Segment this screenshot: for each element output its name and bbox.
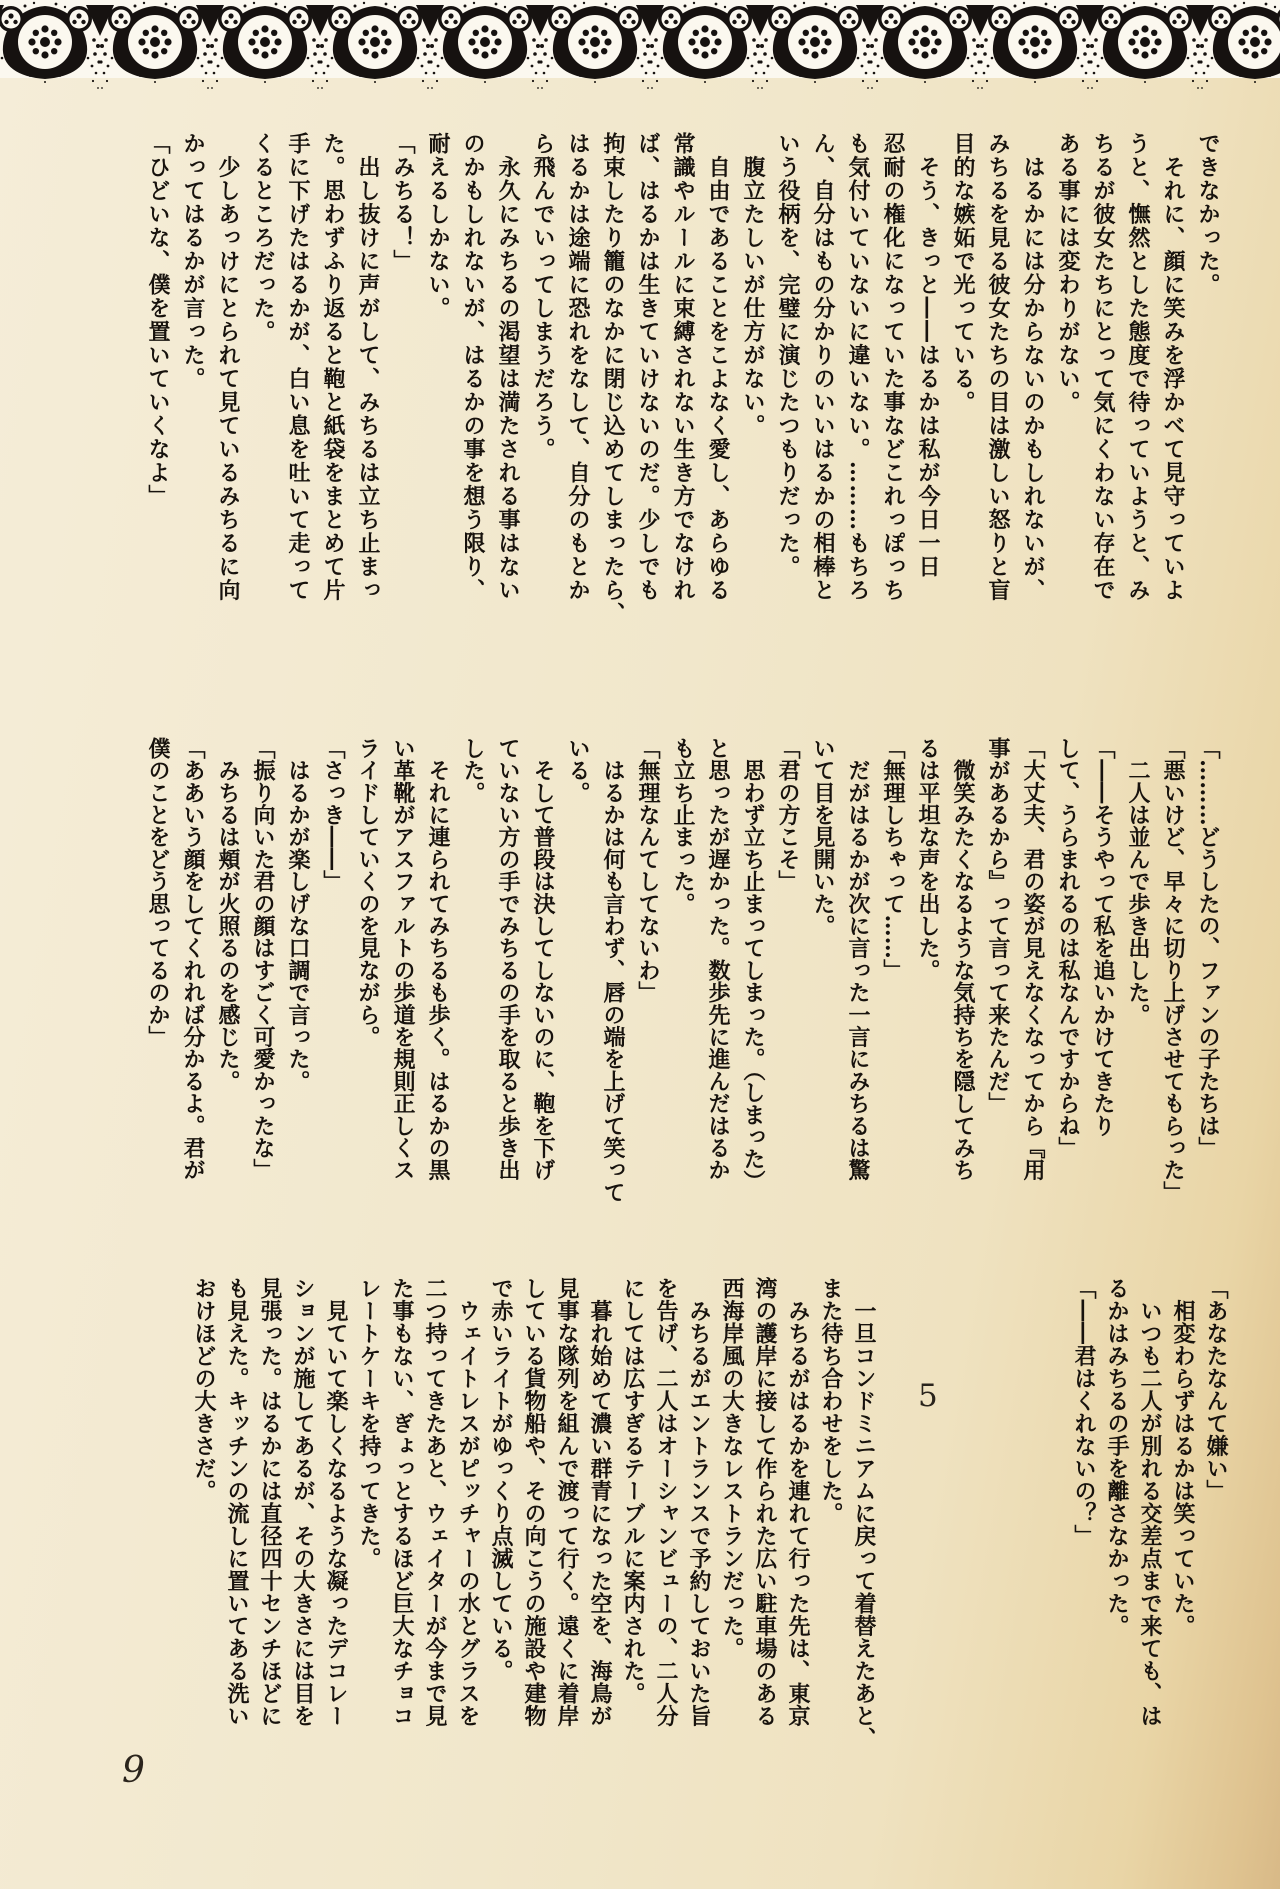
lace-border bbox=[0, 0, 1280, 96]
text-line: 見張った。はるかには直径四十センチほどに bbox=[257, 1277, 283, 1727]
text-line: ウェイトレスがピッチャーの水とグラスを bbox=[455, 1277, 481, 1727]
text-line: 「悪いけど、早々に切り上げさせてもらった」 bbox=[1160, 737, 1186, 1204]
text-line: 見事な隊列を組んで渡って行く。遠くに着岸 bbox=[554, 1277, 580, 1727]
text-line: 微笑みたくなるような気持ちを隠してみち bbox=[950, 737, 976, 1181]
text-line: いつも二人が別れる交差点まで来ても、は bbox=[1137, 1277, 1163, 1727]
text-line: 「大丈夫、君の姿が見えなくなってから『用 bbox=[1020, 737, 1046, 1181]
text-line: はるかは途端に恐れをなして、自分のもとか bbox=[565, 132, 591, 602]
text-line: 湾の護岸に接して作られた広い駐車場のある bbox=[752, 1277, 778, 1727]
text-line: を告げ、二人はオーシャンビューの、二人分 bbox=[653, 1277, 679, 1727]
text-line: も気付いていないに違いない。………もちろ bbox=[845, 132, 871, 602]
text-line: 忍耐の権化になっていた事などこれっぽっち bbox=[880, 132, 906, 602]
text-line: いる。 bbox=[565, 737, 591, 804]
text-line: ある事には変わりがない。 bbox=[1055, 132, 1081, 414]
text-line: している貨物船や、その向こうの施設や建物 bbox=[521, 1277, 547, 1727]
text-line: 常識やルールに束縛されない生き方でなけれ bbox=[670, 132, 696, 602]
text-line: い革靴がアスファルトの歩道を規則正しくス bbox=[390, 737, 416, 1181]
text-line: かってはるかが言った。 bbox=[180, 132, 206, 391]
text-block-1 bbox=[140, 132, 1225, 637]
text-line: 思わず立ち止まってしまった。（しまった） bbox=[740, 737, 766, 1193]
text-line: はるかが楽しげな口調で言った。 bbox=[285, 737, 311, 1093]
text-line: いて目を見開いた。 bbox=[810, 737, 836, 937]
text-line: そう、きっと――はるかは私が今日一日 bbox=[915, 132, 941, 579]
text-line: うと、憮然とした態度で待っていようと、み bbox=[1125, 132, 1151, 602]
text-line: 西海岸風の大きなレストランだった。 bbox=[719, 1277, 745, 1660]
text-line: 「君の方こそ」 bbox=[775, 737, 801, 893]
text-line: ションが施してあるが、その大きさには目を bbox=[290, 1277, 316, 1727]
text-line: のかもしれないが、はるかの事を想う限り、 bbox=[460, 132, 486, 602]
text-line: 自由であることをこよなく愛し、あらゆる bbox=[705, 132, 731, 602]
text-line: ん、自分はもの分かりのいいはるかの相棒と bbox=[810, 132, 836, 602]
text-line: それに連られてみちるも歩く。はるかの黒 bbox=[425, 737, 451, 1181]
text-line: 耐えるしかない。 bbox=[425, 132, 451, 320]
text-line: も見えた。キッチンの流しに置いてある洗い bbox=[224, 1277, 250, 1727]
text-line: みちるがエントランスで予約しておいた旨 bbox=[686, 1277, 712, 1727]
text-line: みちるがはるかを連れて行った先は、東京 bbox=[785, 1277, 811, 1727]
text-line: るかはみちるの手を離さなかった。 bbox=[1104, 1277, 1130, 1637]
page-number: 9 bbox=[122, 1750, 145, 1791]
text-line: ていない方の手でみちるの手を取ると歩き出 bbox=[495, 737, 521, 1181]
text-line: ら飛んでいってしまうだろう。 bbox=[530, 132, 556, 461]
text-line: して、うらまれるのは私なんですからね」 bbox=[1055, 737, 1081, 1159]
text-line: 二人は並んで歩き出した。 bbox=[1125, 737, 1151, 1026]
text-line: 相変わらずはるかは笑っていた。 bbox=[1170, 1277, 1196, 1637]
text-line: おけほどの大きさだ。 bbox=[191, 1277, 217, 1502]
text-line: 事があるから』って言って来たんだ」 bbox=[985, 737, 1011, 1115]
text-line: 暮れ始めて濃い群青になった空を、海鳥が bbox=[587, 1277, 613, 1727]
text-line: 「ひどいな、僕を置いていくなよ」 bbox=[145, 132, 171, 508]
text-line: 拘束したり籠のなかに閉じ込めてしまったら、 bbox=[600, 132, 626, 626]
text-line: 「振り向いた君の顔はすごく可愛かったな」 bbox=[250, 737, 276, 1181]
text-line: だがはるかが次に言った一言にみちるは驚 bbox=[845, 737, 871, 1181]
text-block-3-right bbox=[1067, 1277, 1232, 1752]
text-line: それに、顔に笑みを浮かべて見守っていよ bbox=[1160, 132, 1186, 602]
text-line: できなかった。 bbox=[1195, 132, 1221, 297]
text-line: ライドしていくのを見ながら。 bbox=[355, 737, 381, 1048]
text-line: 「さっき――」 bbox=[320, 737, 346, 893]
text-line: た事もない、ぎょっとするほど巨大なチョコ bbox=[389, 1277, 415, 1727]
section-number: 5 bbox=[918, 1378, 938, 1414]
text-line: 見ていて楽しくなるような凝ったデコレー bbox=[323, 1277, 349, 1727]
text-line: 少しあっけにとられて見ているみちるに向 bbox=[215, 132, 241, 602]
text-line: みちるを見る彼女たちの目は激しい怒りと盲 bbox=[985, 132, 1011, 602]
text-line: ちるが彼女たちにとって気にくわない存在で bbox=[1090, 132, 1116, 602]
text-line: くるところだった。 bbox=[250, 132, 276, 344]
text-line: そして普段は決してしないのに、鞄を下げ bbox=[530, 737, 556, 1181]
text-line: るは平坦な声を出した。 bbox=[915, 737, 941, 982]
text-line: ば、はるかは生きていけないのだ。少しでも bbox=[635, 132, 661, 602]
text-line: 二つ持ってきたあと、ウェイターが今まで見 bbox=[422, 1277, 448, 1727]
text-line: はるかには分からないのかもしれないが、 bbox=[1020, 132, 1046, 602]
text-line: 腹立たしいが仕方がない。 bbox=[740, 132, 766, 438]
text-line: た。思わずふり返ると鞄と紙袋をまとめて片 bbox=[320, 132, 346, 602]
text-line: 永久にみちるの渇望は満たされる事はない bbox=[495, 132, 521, 602]
text-line: 「無理しちゃって……」 bbox=[880, 737, 906, 982]
text-line: 僕のことをどう思ってるのか」 bbox=[145, 737, 171, 1048]
text-block-2 bbox=[140, 737, 1225, 1205]
text-line: 一旦コンドミニアムに戻って着替えたあと、 bbox=[851, 1277, 877, 1750]
text-line: 「無理なんてしてないわ」 bbox=[635, 737, 661, 1004]
text-line: 「みちる！」 bbox=[390, 132, 416, 273]
text-line: 出し抜けに声がして、みちるは立ち止まっ bbox=[355, 132, 381, 602]
text-line: 「――そうやって私を追いかけてきたり bbox=[1090, 737, 1116, 1137]
text-line: みちるは頬が火照るのを感じた。 bbox=[215, 737, 241, 1093]
text-line: 目的な嫉妬で光っている。 bbox=[950, 132, 976, 414]
text-line: 「あなたなんて嫌い」 bbox=[1203, 1277, 1229, 1502]
text-line: 「………どうしたの、ファンの子たちは」 bbox=[1195, 737, 1221, 1159]
text-line: 「――君はくれないの？」 bbox=[1071, 1277, 1097, 1547]
text-line: いう役柄を、完璧に演じたつもりだった。 bbox=[775, 132, 801, 579]
text-line: 手に下げたはるかが、白い息を吐いて走って bbox=[285, 132, 311, 602]
text-block-3-left bbox=[187, 1277, 880, 1752]
text-line: にしては広すぎるテーブルに案内された。 bbox=[620, 1277, 646, 1705]
text-line: した。 bbox=[460, 737, 486, 804]
text-line: また待ち合わせをした。 bbox=[818, 1277, 844, 1525]
text-line: レートケーキを持ってきた。 bbox=[356, 1277, 382, 1570]
text-line: はるかは何も言わず、唇の端を上げて笑って bbox=[600, 737, 626, 1204]
text-line: で赤いライトがゆっくり点滅している。 bbox=[488, 1277, 514, 1682]
lace-border-image bbox=[0, 0, 1280, 96]
text-line: も立ち止まった。 bbox=[670, 737, 696, 915]
text-line: 「ああいう顔をしてくれれば分かるよ。君が bbox=[180, 737, 206, 1181]
text-line: と思ったが遅かった。数歩先に進んだはるか bbox=[705, 737, 731, 1181]
